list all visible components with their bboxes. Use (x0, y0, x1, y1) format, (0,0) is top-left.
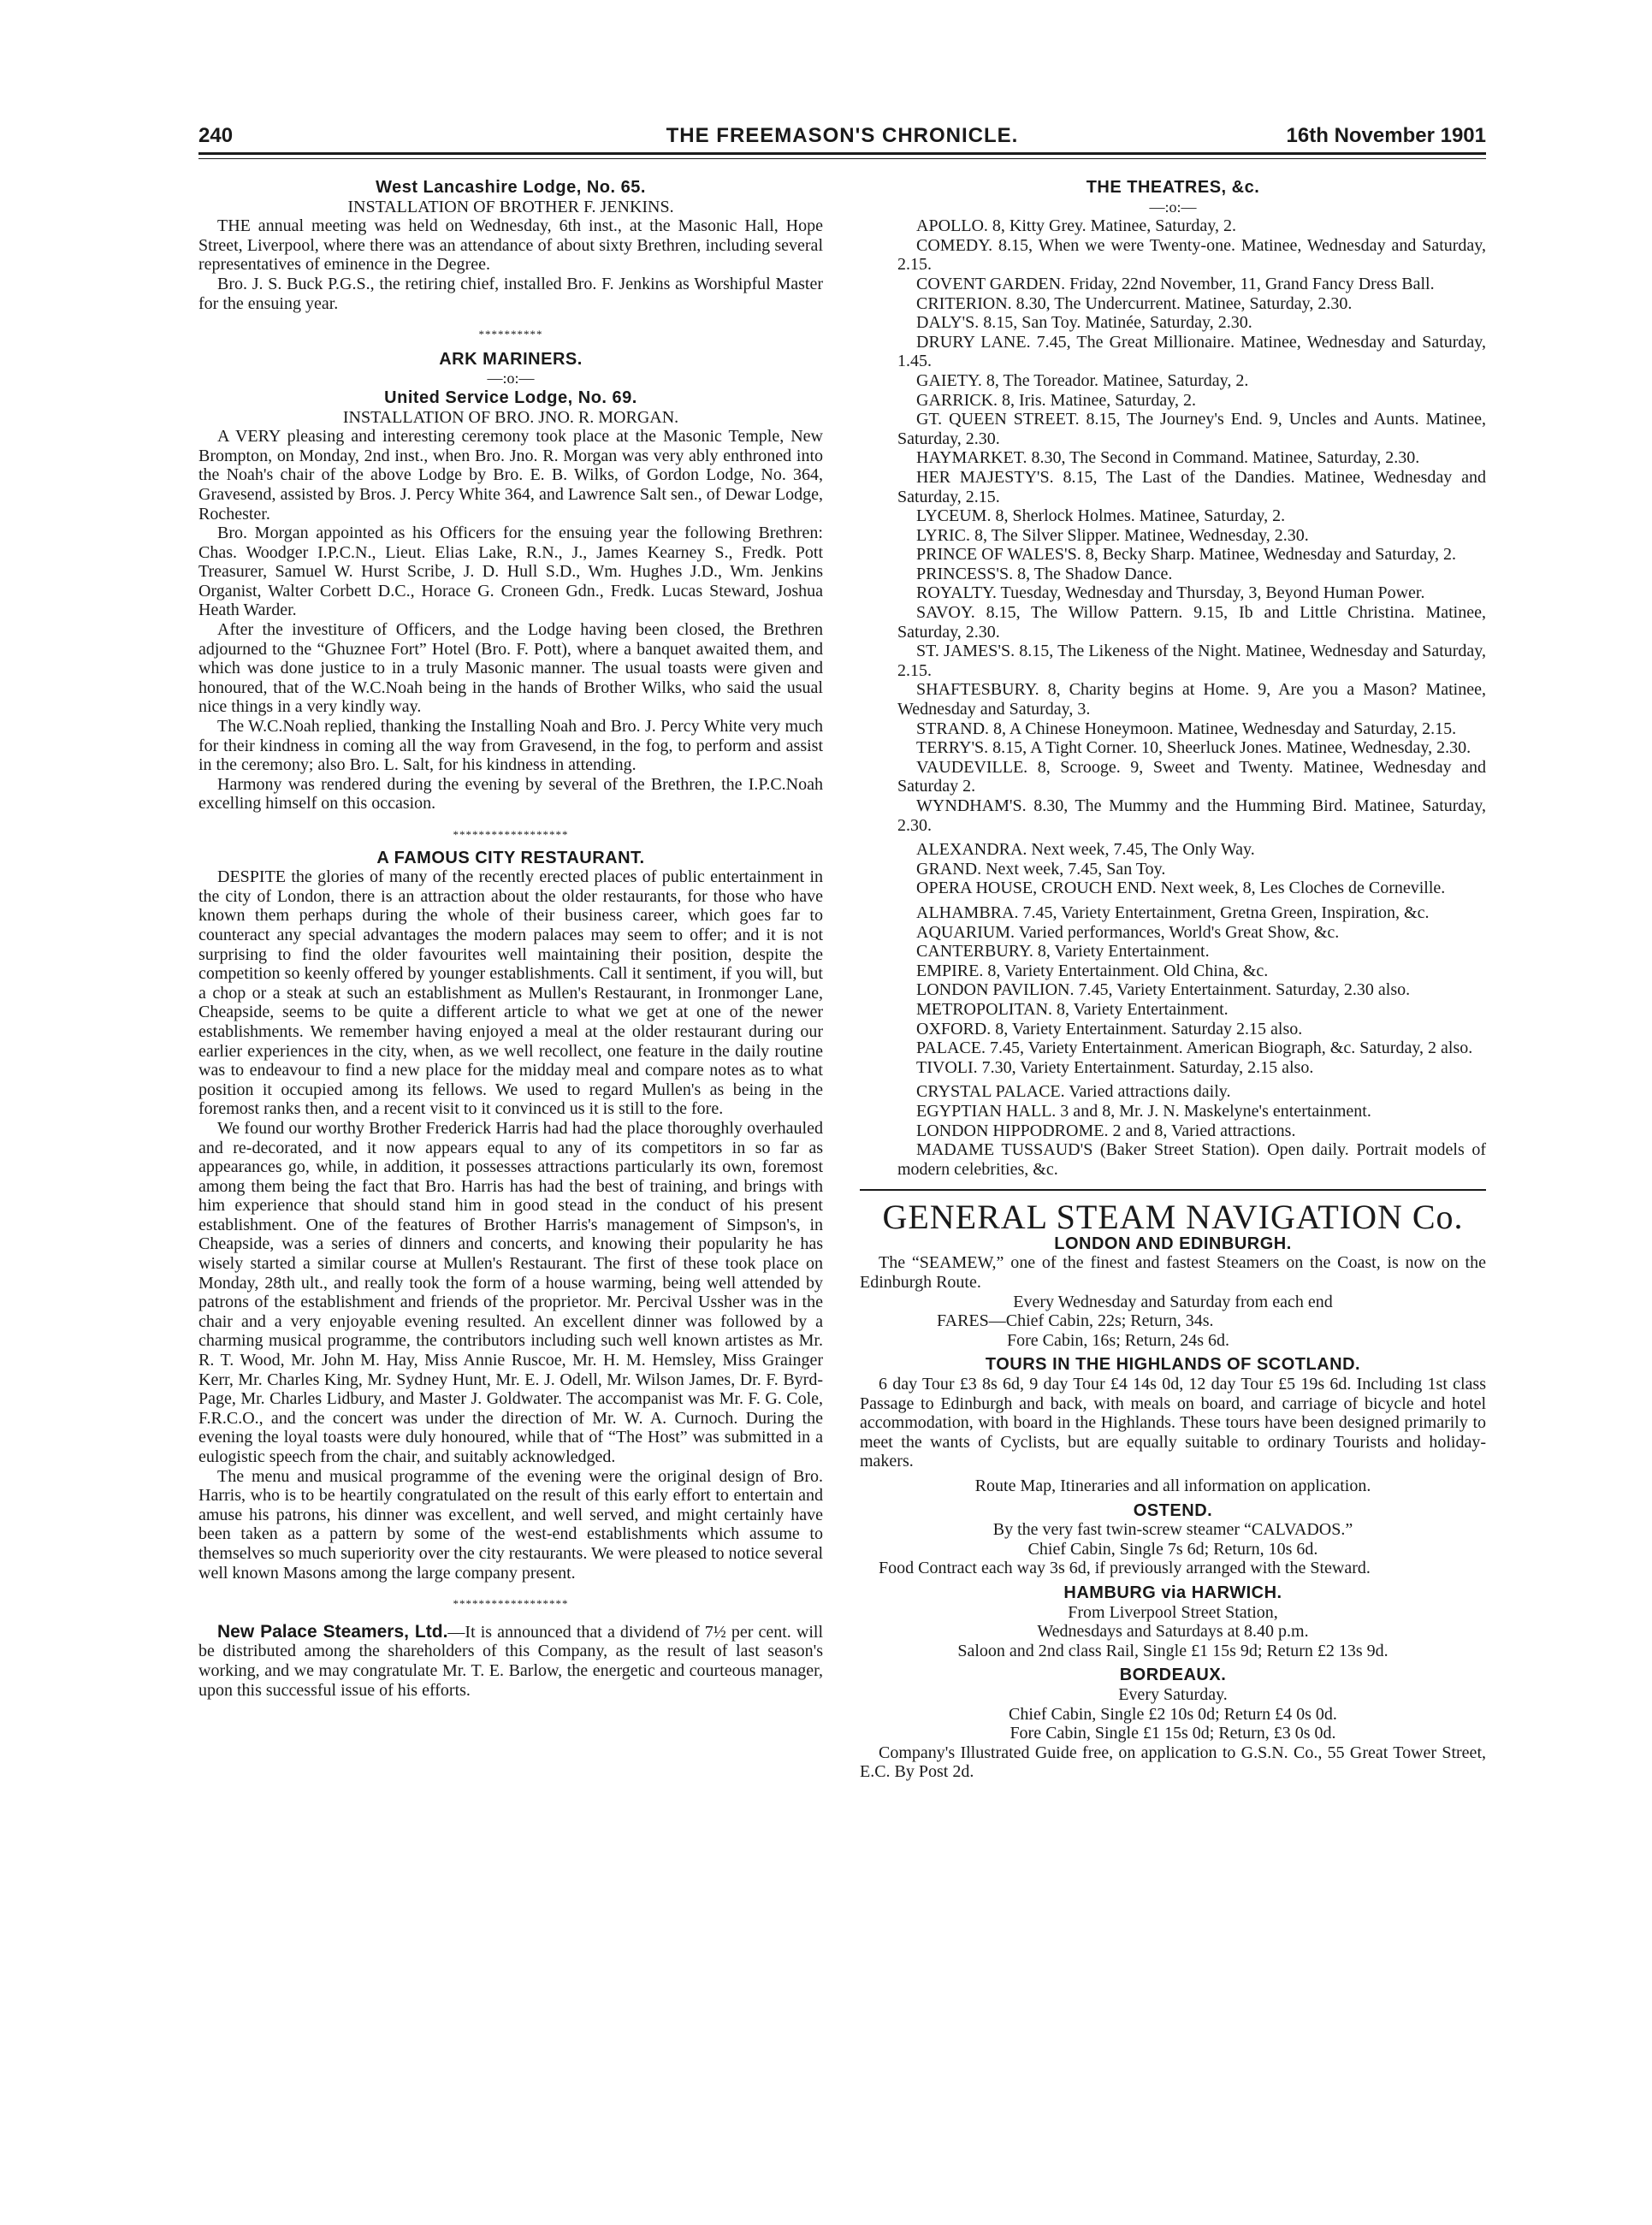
ornament-separator: —:o:— (1149, 198, 1197, 216)
article-paragraph: The W.C.Noah replied, thanking the Installing Noah and Bro. J. Percy White very much for their kindness in coming all the way from Gravesend, in the fog, to perform and assist in the ceremony; also Bro. L. Salt, for his kindness in attending. (198, 717, 823, 775)
theatre-entry: TIVOLI. 7.30, Variety Entertainment. Saturday, 2.15 also. (916, 1057, 1314, 1077)
theatre-entry: ALEXANDRA. Next week, 7.45, The Only Way. (916, 840, 1255, 860)
left-column (198, 178, 823, 1700)
article-paragraph: A VERY pleasing and interesting ceremony took place at the Masonic Temple, New Brompton, on Monday, 2nd inst., when Bro. Jno. R. Morgan was very ably enthroned into the Noah's chair of the above Lodge by Bro. E. B. Wilks, of Gordon Lodge, No. 364, Gravesend, assisted by Bros. J. Percy White 364, and Lawrence Salt sen., of Dewar Lodge, Rochester. (198, 427, 823, 524)
theatre-entry: STRAND. 8, A Chinese Honeymoon. Matinee, Wednesday and Saturday, 2.15. (916, 719, 1457, 738)
gsn-text: From Liverpool Street Station, (1068, 1602, 1278, 1622)
gsn-text: Every Wednesday and Saturday from each end (1013, 1292, 1333, 1311)
theatre-entry: DALY'S. 8.15, San Toy. Matinée, Saturday, 2.30. (916, 313, 1252, 333)
london-edinburgh-heading: LONDON AND EDINBURGH. (1054, 1234, 1292, 1253)
theatre-list (860, 216, 1486, 1179)
gsn-text: 6 day Tour £3 8s 6d, 9 day Tour £4 14s 0d, 12 day Tour £5 19s 6d. Including 1st class Passage to Edinburgh and back, with meals on board, and carriage of bicycle and hotel accommodation, with board in the Highlands. These tours have been designed primarily to meet the wants of Cyclists, but are equally suitable to ordinary Tourists and holiday-makers. (860, 1375, 1486, 1471)
gsn-text: Wednesdays and Saturdays at 8.40 p.m. (1037, 1622, 1309, 1642)
gsn-text: Every Saturday. (1118, 1684, 1228, 1704)
header-rule-thin (198, 158, 1486, 159)
theatre-entry: DRURY LANE. 7.45, The Great Millionaire. Matinee, Wednesday and Saturday, 1.45. (897, 332, 1486, 371)
theatre-entry: ST. JAMES'S. 8.15, The Likeness of the Night. Matinee, Wednesday and Saturday, 2.15. (897, 642, 1486, 680)
united-service-heading: United Service Lodge, No. 69. (384, 388, 637, 407)
gsn-text: The “SEAMEW,” one of the finest and fastest Steamers on the Coast, is now on the Edinburgh Route. (860, 1253, 1486, 1293)
theatre-entry: GRAND. Next week, 7.45, San Toy. (916, 859, 1166, 879)
steamers-heading: New Palace Steamers, Ltd. (217, 1621, 448, 1642)
bordeaux-heading: BORDEAUX. (1119, 1666, 1227, 1685)
gsn-text: Company's Illustrated Guide free, on application to G.S.N. Co., 55 Great Tower Street, E.C. By Post 2d. (860, 1743, 1486, 1782)
steamers-text: —It is announced that a dividend of 7½ per cent. will be distributed among the shareholders of this Company, as the result of last season's working, and we may congratulate Mr. T. E. Barlow, the energetic and courteous manager, upon this successful issue of his efforts. (198, 1622, 823, 1700)
theatre-entry: TERRY'S. 8.15, A Tight Corner. 10, Sheerluck Jones. Matinee, Wednesday, 2.30. (916, 738, 1471, 758)
hamburg-heading: HAMBURG via HARWICH. (1063, 1583, 1282, 1602)
ornament-separator: —:o:— (487, 370, 535, 388)
tours-heading: TOURS IN THE HIGHLANDS OF SCOTLAND. (985, 1355, 1361, 1375)
gsn-text: Chief Cabin, Single £2 10s 0d; Return £4 0s 0d. (1009, 1704, 1337, 1724)
theatre-entry: PALACE. 7.45, Variety Entertainment. American Biograph, &c. Saturday, 2 also. (916, 1039, 1473, 1058)
theatre-entry: PRINCE OF WALES'S. 8, Becky Sharp. Matinee, Wednesday and Saturday, 2. (916, 545, 1456, 565)
article-paragraph: The menu and musical programme of the evening were the original design of Bro. Harris, who is to be heartily congratulated on the result of this early effort to entertain and amuse his patrons, his dinner was excellent, and well served, and might certainly have been taken as a pattern by some of the west-end establishments which assume to themselves so much superiority over the city restaurants. We were pleased to notice several well known Masons among the large company present. (198, 1466, 823, 1583)
header-rule (198, 152, 1486, 155)
page-number: 240 (198, 124, 234, 147)
theatre-entry: WYNDHAM'S. 8.30, The Mummy and the Humming Bird. Matinee, Saturday, 2.30. (897, 796, 1486, 835)
restaurant-heading: A FAMOUS CITY RESTAURANT. (376, 848, 645, 867)
theatre-entry: VAUDEVILLE. 8, Scrooge. 9, Sweet and Twenty. Matinee, Wednesday and Saturday 2. (897, 757, 1486, 796)
theatre-entry: GARRICK. 8, Iris. Matinee, Saturday, 2. (916, 390, 1196, 410)
theatre-entry: MADAME TUSSAUD'S (Baker Street Station). Open daily. Portrait models of modern celebrities, &c. (897, 1140, 1486, 1179)
theatre-entry: SHAFTESBURY. 8, Charity begins at Home. 9, Are you a Mason? Matinee, Wednesday and Saturday, 3. (897, 680, 1486, 719)
page-header (198, 124, 1486, 150)
theatre-entry: APOLLO. 8, Kitty Grey. Matinee, Saturday, 2. (916, 216, 1237, 236)
theatre-entry: LONDON HIPPODROME. 2 and 8, Varied attractions. (916, 1121, 1296, 1140)
theatre-entry: ALHAMBRA. 7.45, Variety Entertainment, Gretna Green, Inspiration, &c. (916, 902, 1430, 922)
theatre-entry: AQUARIUM. Varied performances, World's Great Show, &c. (916, 922, 1340, 942)
theatre-entry: ROYALTY. Tuesday, Wednesday and Thursday, 3, Beyond Human Power. (916, 583, 1425, 603)
ostend-heading: OSTEND. (1133, 1500, 1213, 1520)
article-paragraph: THE annual meeting was held on Wednesday, 6th inst., at the Masonic Hall, Hope Street, Liverpool, where there was an attendance of about sixty Brethren, including several representatives of eminence in the Degree. (198, 216, 823, 275)
theatre-entry: LYCEUM. 8, Sherlock Holmes. Matinee, Saturday, 2. (916, 506, 1286, 526)
article-paragraph: Bro. J. S. Buck P.G.S., the retiring chief, installed Bro. F. Jenkins as Worshipful Master for the ensuing year. (198, 274, 823, 313)
theatre-entry: LYRIC. 8, The Silver Slipper. Matinee, Wednesday, 2.30. (916, 525, 1309, 545)
ark-mariners-heading: ARK MARINERS. (439, 349, 583, 369)
gsn-text: By the very fast twin-screw steamer “CALVADOS.” (992, 1520, 1353, 1540)
issue-date: 16th November 1901 (1286, 124, 1486, 147)
section-rule (860, 1189, 1486, 1191)
theatre-entry: SAVOY. 8.15, The Willow Pattern. 9.15, Ib and Little Christina. Matinee, Saturday, 2.30. (897, 603, 1486, 642)
right-column (860, 178, 1486, 1782)
theatre-entry: EMPIRE. 8, Variety Entertainment. Old China, &c. (916, 961, 1269, 980)
theatre-entry: METROPOLITAN. 8, Variety Entertainment. (916, 999, 1229, 1019)
section-divider: ****************** (453, 828, 569, 841)
west-lancashire-subheading: INSTALLATION OF BROTHER F. JENKINS. (347, 197, 674, 216)
theatre-entry: CRYSTAL PALACE. Varied attractions daily. (916, 1082, 1231, 1102)
section-divider: ****************** (453, 1597, 569, 1611)
article-paragraph: Harmony was rendered during the evening by several of the Brethren, the I.P.C.Noah excelling himself on this occasion. (198, 774, 823, 814)
west-lancashire-heading: West Lancashire Lodge, No. 65. (376, 178, 646, 197)
gsn-text: Food Contract each way 3s 6d, if previously arranged with the Steward. (879, 1559, 1371, 1578)
theatre-entry: GT. QUEEN STREET. 8.15, The Journey's End. 9, Uncles and Aunts. Matinee, Saturday, 2.30. (897, 410, 1486, 448)
gsn-fares: Fore Cabin, 16s; Return, 24s 6d. (1007, 1330, 1229, 1350)
article-paragraph: We found our worthy Brother Frederick Harris had had the place thoroughly overhauled and re-decorated, and it now appears equal to any of its competitors in so far as appearances go, while, in addition, it possesses attractions particularly its own, foremost among them being the fact that Bro. Harris has had the best of training, and brings with him experience that should stand him in good stead in the conduct of his present establishment. One of the features of Brother Harris's management of Simpson's, in Cheapside, was a series of dinners and concerts, and knowing their popularity he has wisely started a similar course at Mullen's Restaurant. The first of these took place on Monday, 28th ult., and really took the form of a house warming, being well attended by patrons of the establishment and friends of the proprietor. Mr. Percival Ussher was in the chair and a very enjoyable evening resulted. An excellent dinner was followed by a charming musical programme, the contributors including such well known artistes as Mr. R. T. Wood, Mr. John M. Hay, Miss Annie Ruscoe, Mr. H. M. Hemsley, Miss Grainger Kerr, Mr. Charles King, Mr. Sydney Hunt, Mr. E. J. Odell, Mr. Wilson James, Dr. F. Byrd-Page, Mr. Charles Lidbury, and Master J. Goldwater. The accompanist was Mr. F. G. Cole, F.R.C.O., and the concert was under the direction of Mr. W. A. Curnoch. During the evening the loyal toasts were duly honoured, while that of “The Host” was submitted in a eulogistic speech from the chair, and suitably acknowledged. (198, 1118, 823, 1466)
theatre-entry: CANTERBURY. 8, Variety Entertainment. (916, 942, 1210, 962)
theatre-entry: GAIETY. 8, The Toreador. Matinee, Saturday, 2. (916, 370, 1249, 390)
gsn-text: Fore Cabin, Single £1 15s 0d; Return, £3 0s 0d. (1010, 1724, 1336, 1743)
article-paragraph: DESPITE the glories of many of the recently erected places of public entertainment in the city of London, there is an attraction about the older restaurants, for those who have known them perhaps during the whole of their business career, which goes far to counteract any special advantages the modern palaces may seem to offer; and it is not surprising to find the older favourites well maintaining their position, despite the competition so keenly offered by younger establishments. Call it sentiment, if you will, but a chop or a steak at such an establishment as Mullen's Restaurant, in Ironmonger Lane, Cheapside, seems to be quite a different article to what we get at one of the newer establishments. We remember having enjoyed a meal at the older restaurant during our earlier experiences in the city, when, as we well recollect, one feature in the daily routine was to endeavour to find a new place for the midday meal and compare notes as to what position it occupied among its fellows. We used to regard Mullen's as being in the foremost ranks then, and a recent visit to it convinced us it is still to the fore. (198, 867, 823, 1119)
section-divider: ********** (478, 328, 543, 341)
theatre-entry: OPERA HOUSE, CROUCH END. Next week, 8, Les Cloches de Corneville. (916, 879, 1446, 898)
theatre-entry: COMEDY. 8.15, When we were Twenty-one. Matinee, Wednesday and Saturday, 2.15. (897, 235, 1486, 275)
masthead: THE FREEMASON'S CHRONICLE. (666, 124, 1019, 147)
theatre-entry: HER MAJESTY'S. 8.15, The Last of the Dandies. Matinee, Wednesday and Saturday, 2.15. (897, 467, 1486, 506)
theatre-entry: COVENT GARDEN. Friday, 22nd November, 11, Grand Fancy Dress Ball. (916, 274, 1435, 293)
gsn-fares: FARES—Chief Cabin, 22s; Return, 34s. (937, 1311, 1214, 1331)
steamers-paragraph (198, 1623, 823, 1700)
article-paragraph: Bro. Morgan appointed as his Officers for the ensuing year the following Brethren: Chas. Woodger I.P.C.N., Lieut. Elias Lake, R.N., J., James Kearney S., Fredk. Pott Treasurer, Samuel W. Hurst Scribe, J. D. Hull S.D., Wm. Hughes J.D., Wm. Jenkins Organist, Walter Corbett D.C., Horace G. Croneen Gdn., Fredk. Lucas Steward, Joshua Heath Warder. (198, 524, 823, 620)
theatre-entry: CRITERION. 8.30, The Undercurrent. Matinee, Saturday, 2.30. (916, 293, 1353, 313)
installation-subheading: INSTALLATION OF BRO. JNO. R. MORGAN. (342, 407, 679, 427)
gsn-text: Route Map, Itineraries and all information on application. (974, 1476, 1371, 1495)
theatre-entry: HAYMARKET. 8.30, The Second in Command. Matinee, Saturday, 2.30. (916, 448, 1420, 468)
theatre-entry: OXFORD. 8, Variety Entertainment. Saturday 2.15 also. (916, 1019, 1303, 1039)
gsn-text: Chief Cabin, Single 7s 6d; Return, 10s 6d. (1027, 1539, 1318, 1559)
theatre-entry: EGYPTIAN HALL. 3 and 8, Mr. J. N. Maskelyne's entertainment. (916, 1101, 1371, 1121)
gsn-text: Saloon and 2nd class Rail, Single £1 15s 9d; Return £2 13s 9d. (957, 1641, 1389, 1660)
theatre-entry: LONDON PAVILION. 7.45, Variety Entertainment. Saturday, 2.30 also. (916, 980, 1411, 1000)
gsn-title: GENERAL STEAM NAVIGATION Co. (882, 1198, 1464, 1237)
theatres-heading: THE THEATRES, &c. (1086, 178, 1260, 197)
theatre-entry: PRINCESS'S. 8, The Shadow Dance. (916, 564, 1173, 583)
article-paragraph: After the investiture of Officers, and the Lodge having been closed, the Brethren adjourned to the “Ghuznee Fort” Hotel (Bro. F. Pott), where a banquet awaited them, and which was done justice to in a truly Masonic manner. The usual toasts were given and honoured, that of the W.C.Noah being in the hands of Brother Wilks, who said the usual nice things in a very kindly way. (198, 620, 823, 717)
